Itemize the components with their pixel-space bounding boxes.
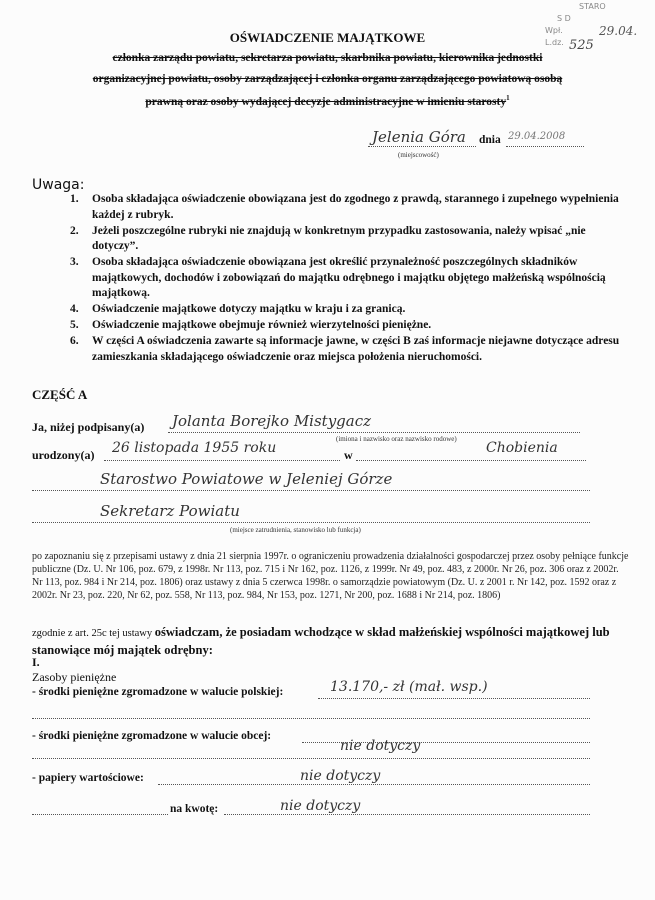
signer-caption: (imiona i nazwisko oraz nazwisko rodowe) — [336, 435, 457, 443]
section-roman: I. — [32, 655, 40, 669]
notes-list — [70, 192, 630, 366]
stamp-number: 525 — [569, 38, 594, 53]
amount-label: na kwotę: — [170, 803, 219, 815]
foreign-value: nie dotyczy — [340, 738, 421, 754]
born-label: urodzony(a) — [32, 448, 95, 462]
declaration-prefix: zgodnie z art. 25c tej ustawy — [32, 628, 155, 639]
header-line-3-wrap — [0, 94, 655, 108]
position-caption: (miejsce zatrudnienia, stanowisko lub funkcja) — [230, 526, 361, 534]
birthplace-label: w — [344, 448, 353, 462]
note-item: 1. Osoba składająca oświadczenie obowiązana jest do zgodnego z prawdą, starannego i zupełnego wypełnienia każdej z rubryk. — [70, 193, 619, 221]
stamp-line4: L.dz. — [545, 38, 564, 47]
header-line-3: prawną oraz osoby wydającej decyzje administracyjne w imieniu starosty — [145, 95, 507, 108]
birthplace-value: Chobienia — [486, 440, 558, 456]
pln-label: - środki pieniężne zgromadzone w walucie polskiej: — [32, 686, 284, 698]
employer-value: Starostwo Powiatowe w Jeleniej Górze — [100, 470, 393, 488]
notes-heading: Uwaga: — [32, 177, 85, 193]
note-item: 2. Jeżeli poszczególne rubryki nie znajdują w konkretnym przypadku zastosowania, należy wpisać „nie dotyczy”. — [70, 224, 586, 252]
date-label: dnia — [479, 134, 501, 146]
part-a-heading: CZĘŚĆ A — [32, 387, 88, 402]
footnote-mark: 1 — [506, 94, 510, 102]
stamp-line3: Wpł. — [545, 26, 563, 35]
document-title: OŚWIADCZENIE MAJĄTKOWE — [229, 30, 426, 45]
stamp-line2: S D — [557, 14, 571, 23]
securities-label: - papiery wartościowe: — [32, 772, 144, 784]
position-value: Sekretarz Powiatu — [100, 502, 240, 520]
section-heading: Zasoby pieniężne — [32, 670, 117, 684]
header-line-1: członka zarządu powiatu, sekretarza powiatu, skarbnika powiatu, kierownika jednostki — [112, 52, 543, 64]
signer-value: Jolanta Borejko Mistygacz — [172, 412, 372, 430]
stamp-date: 29.04. — [599, 24, 638, 38]
declaration — [32, 624, 632, 658]
foreign-label: - środki pieniężne zgromadzone w walucie obcej: — [32, 730, 272, 742]
date-value: 29.04.2008 — [508, 131, 566, 142]
amount-value: nie dotyczy — [280, 798, 361, 814]
pln-value: 13.170,- zł (mał. wsp.) — [330, 679, 488, 695]
signer-label: Ja, niżej podpisany(a) — [32, 420, 145, 434]
header-line-2: organizacyjnej powiatu, osoby zarządzającej i członka organu zarządzającego powiatową osobą — [92, 73, 563, 85]
stamp-line1: STARO — [579, 2, 606, 11]
securities-value: nie dotyczy — [300, 768, 381, 784]
note-item: 6. W części A oświadczenia zawarte są informacje jawne, w części B zaś informacje niejawne dotyczące adresu zamieszkania składającego oświadczenie oraz miejsca położenia nieruchomości. — [70, 335, 620, 363]
note-item: 4. Oświadczenie majątkowe dotyczy majątku w kraju i za granicą. — [70, 303, 406, 315]
note-item: 3. Osoba składająca oświadczenie obowiązana jest określić przynależność poszczególnych składników majątkowych, dochodów i zobowiązań do majątku odrębnego i majątku objętego małżeńską wspólnością majątkową. — [70, 256, 606, 299]
born-value: 26 listopada 1955 roku — [112, 440, 277, 456]
legal-text: po zapoznaniu się z przepisami ustawy z dnia 21 sierpnia 1997r. o ograniczeniu prowadzenia działalności gospodarczej przez osoby pełniące funkcje publiczne (Dz. U. Nr 106, poz. 679, z 1998r. Nr 113, poz. 715 i Nr 162, poz. 1126, z 1999r. Nr 49, poz. 483, z 2000r. Nr 26, poz. 306 oraz z 2002r. Nr 113, poz. 984 i Nr 214, poz. 1806) oraz ustawy z dnia 5 czerwca 1998r. o samorządzie powiatowym (Dz. U. z 2001 r. Nr 142, poz. 1592 oraz z 2002r. Nr 23, poz. 220, Nr 62, poz. 558, Nr 113, poz. 984, Nr 153, poz. 1271, Nr 200, poz. 1688 i Nr 214, poz. 1806) — [32, 551, 629, 601]
place-caption: (miejscowość) — [398, 151, 439, 159]
place-value: Jelenia Góra — [372, 128, 466, 146]
note-item: 5. Oświadczenie majątkowe obejmuje również wierzytelności pieniężne. — [70, 319, 432, 331]
declaration-text: oświadczam, że posiadam wchodzące w skład małżeńskiej wspólności majątkowej lub stanowiące mój majątek odrębny: — [32, 625, 610, 657]
